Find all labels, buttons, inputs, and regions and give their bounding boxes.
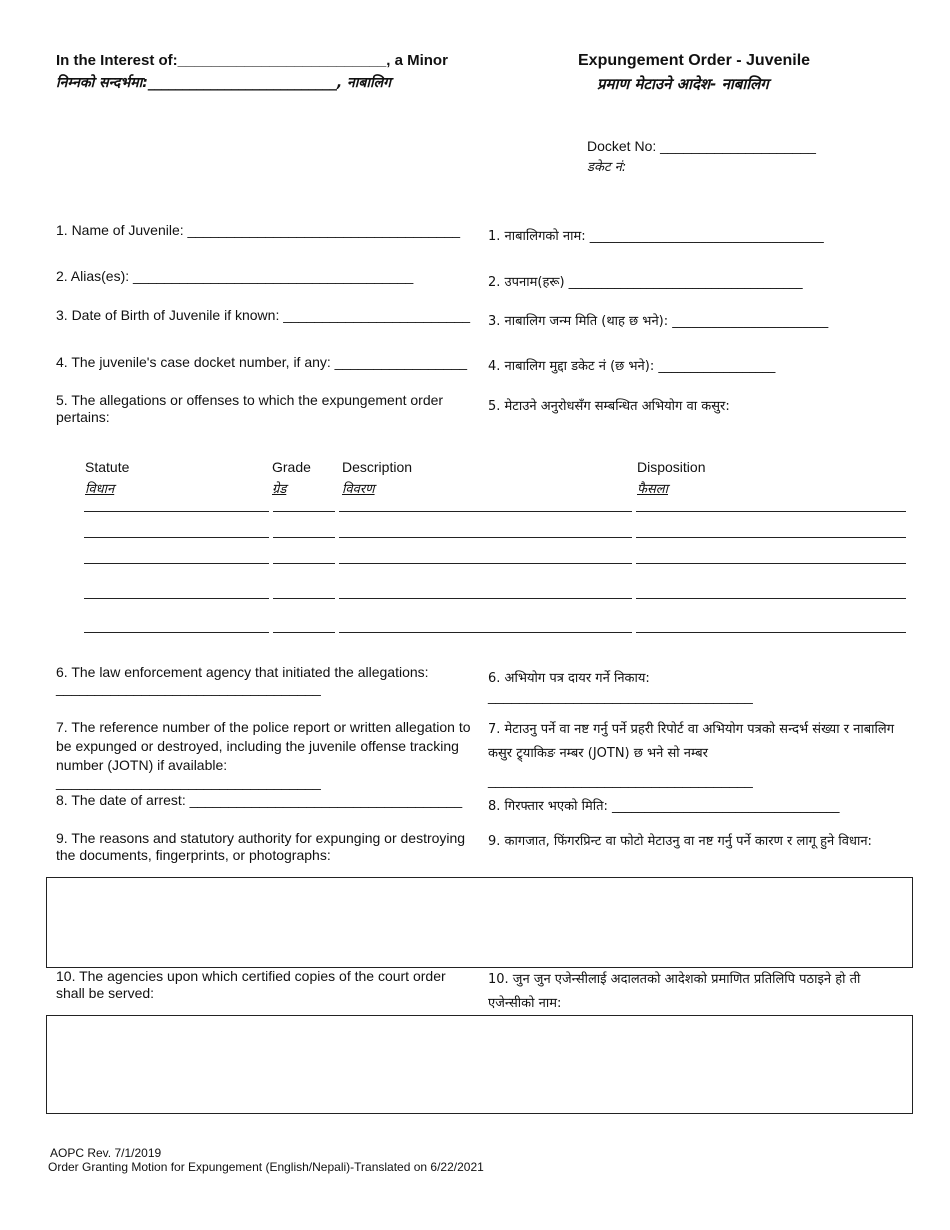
- interest-blank-np[interactable]: ___________________________: [147, 75, 337, 91]
- docket-label-np: डकेट नं:: [587, 160, 627, 175]
- col-disposition: Disposition: [637, 459, 706, 475]
- agencies-textarea[interactable]: [46, 1015, 913, 1114]
- agency-label-np: 6. अभियोग पत्र दायर गर्ने निकाय:: [488, 671, 650, 686]
- form-title-np: प्रमाण मेटाउने आदेश- नाबालिग: [597, 75, 769, 93]
- interest-label: In the Interest of:: [56, 52, 178, 69]
- agency-label: 6. The law enforcement agency that initiated the allegations:: [56, 664, 429, 680]
- alias-field[interactable]: 2. Alias(es): ____________________________________: [56, 268, 414, 284]
- docket-field[interactable]: Docket No: ____________________: [587, 138, 816, 154]
- dob-field-np[interactable]: 3. नाबालिग जन्म मिति (थाह छ भने): ________________________: [488, 314, 829, 329]
- juvenile-name-field[interactable]: 1. Name of Juvenile: ___________________________________: [56, 222, 461, 238]
- reference-number-label-np: 7. मेटाउनु पर्ने वा नष्ट गर्नु पर्ने प्रहरी रिपोर्ट वा अभियोग पत्रको सन्दर्भ संख्या र नाबालिग कसुर ट्र्याकिङ नम्बर (JOTN) छ भने सो नम्बर: [488, 722, 895, 761]
- form-title: Expungement Order - Juvenile: [578, 52, 811, 69]
- arrest-date-field-np[interactable]: 8. गिरफ्तार भएको मिति: ___________________________________: [488, 799, 840, 814]
- arrest-date-field[interactable]: 8. The date of arrest: ___________________________________: [56, 792, 463, 808]
- col-grade-np: ग्रेड: [272, 482, 287, 497]
- case-docket-field-np[interactable]: 4. नाबालिग मुद्दा डकेट नं (छ भने): __________________: [488, 359, 776, 374]
- col-description: Description: [342, 459, 413, 475]
- agencies-label-np: 10. जुन जुन एजेन्सीलाई अदालतको आदेशको प्रमाणित प्रतिलिपि पठाइने हो ती एजेन्सीको नाम:: [488, 972, 861, 1011]
- minor-label-np: , नाबालिग: [336, 75, 392, 91]
- interest-line: [56, 52, 448, 69]
- agency-field[interactable]: __________________________________: [56, 680, 321, 696]
- reasons-label: 9. The reasons and statutory authority for expunging or destroying the documents, fingerprints, or photographs:: [56, 830, 466, 863]
- reasons-label-np: 9. कागजात, फिंगरप्रिन्ट वा फोटो मेटाउनु वा नष्ट गर्नु पर्ने कारण र लागू हुने विधान:: [488, 834, 872, 849]
- col-grade: Grade: [272, 459, 311, 475]
- allegations-label: 5. The allegations or offenses to which the expungement order pertains:: [56, 392, 444, 425]
- col-disposition-np: फैसला: [637, 482, 668, 497]
- col-description-np: विवरण: [342, 482, 375, 497]
- reference-number-field[interactable]: __________________________________: [56, 774, 321, 790]
- juvenile-name-field-np[interactable]: 1. नाबालिगको नाम: ____________________________________: [488, 229, 824, 244]
- interest-line-np: [56, 73, 391, 92]
- col-statute: Statute: [85, 459, 130, 475]
- footer-rev: AOPC Rev. 7/1/2019: [50, 1146, 162, 1160]
- minor-label: , a Minor: [386, 52, 448, 69]
- agencies-label: 10. The agencies upon which certified copies of the court order shall be served:: [56, 968, 446, 1001]
- interest-label-np: निम्नको सन्दर्भमा:: [56, 75, 148, 91]
- allegations-label-np: 5. मेटाउने अनुरोधसँग सम्बन्धित अभियोग वा कसुर:: [488, 399, 730, 414]
- dob-field[interactable]: 3. Date of Birth of Juvenile if known: ________________________: [56, 307, 471, 323]
- interest-blank[interactable]: _________________________: [177, 52, 387, 69]
- reference-number-label: 7. The reference number of the police report or written allegation to be expunged or destroyed, including the juvenile offense tracking number (JOTN) if available:: [56, 719, 471, 773]
- reasons-textarea[interactable]: [46, 877, 913, 968]
- col-statute-np: विधान: [85, 482, 115, 497]
- alias-field-np[interactable]: 2. उपनाम(हरू) ____________________________________: [488, 275, 803, 290]
- case-docket-field[interactable]: 4. The juvenile's case docket number, if any: _________________: [56, 354, 468, 370]
- footer-title: Order Granting Motion for Expungement (English/Nepali)-Translated on 6/22/2021: [48, 1160, 484, 1174]
- reference-number-field-np[interactable]: __________________________________: [488, 772, 753, 788]
- agency-field-np[interactable]: __________________________________: [488, 688, 753, 704]
